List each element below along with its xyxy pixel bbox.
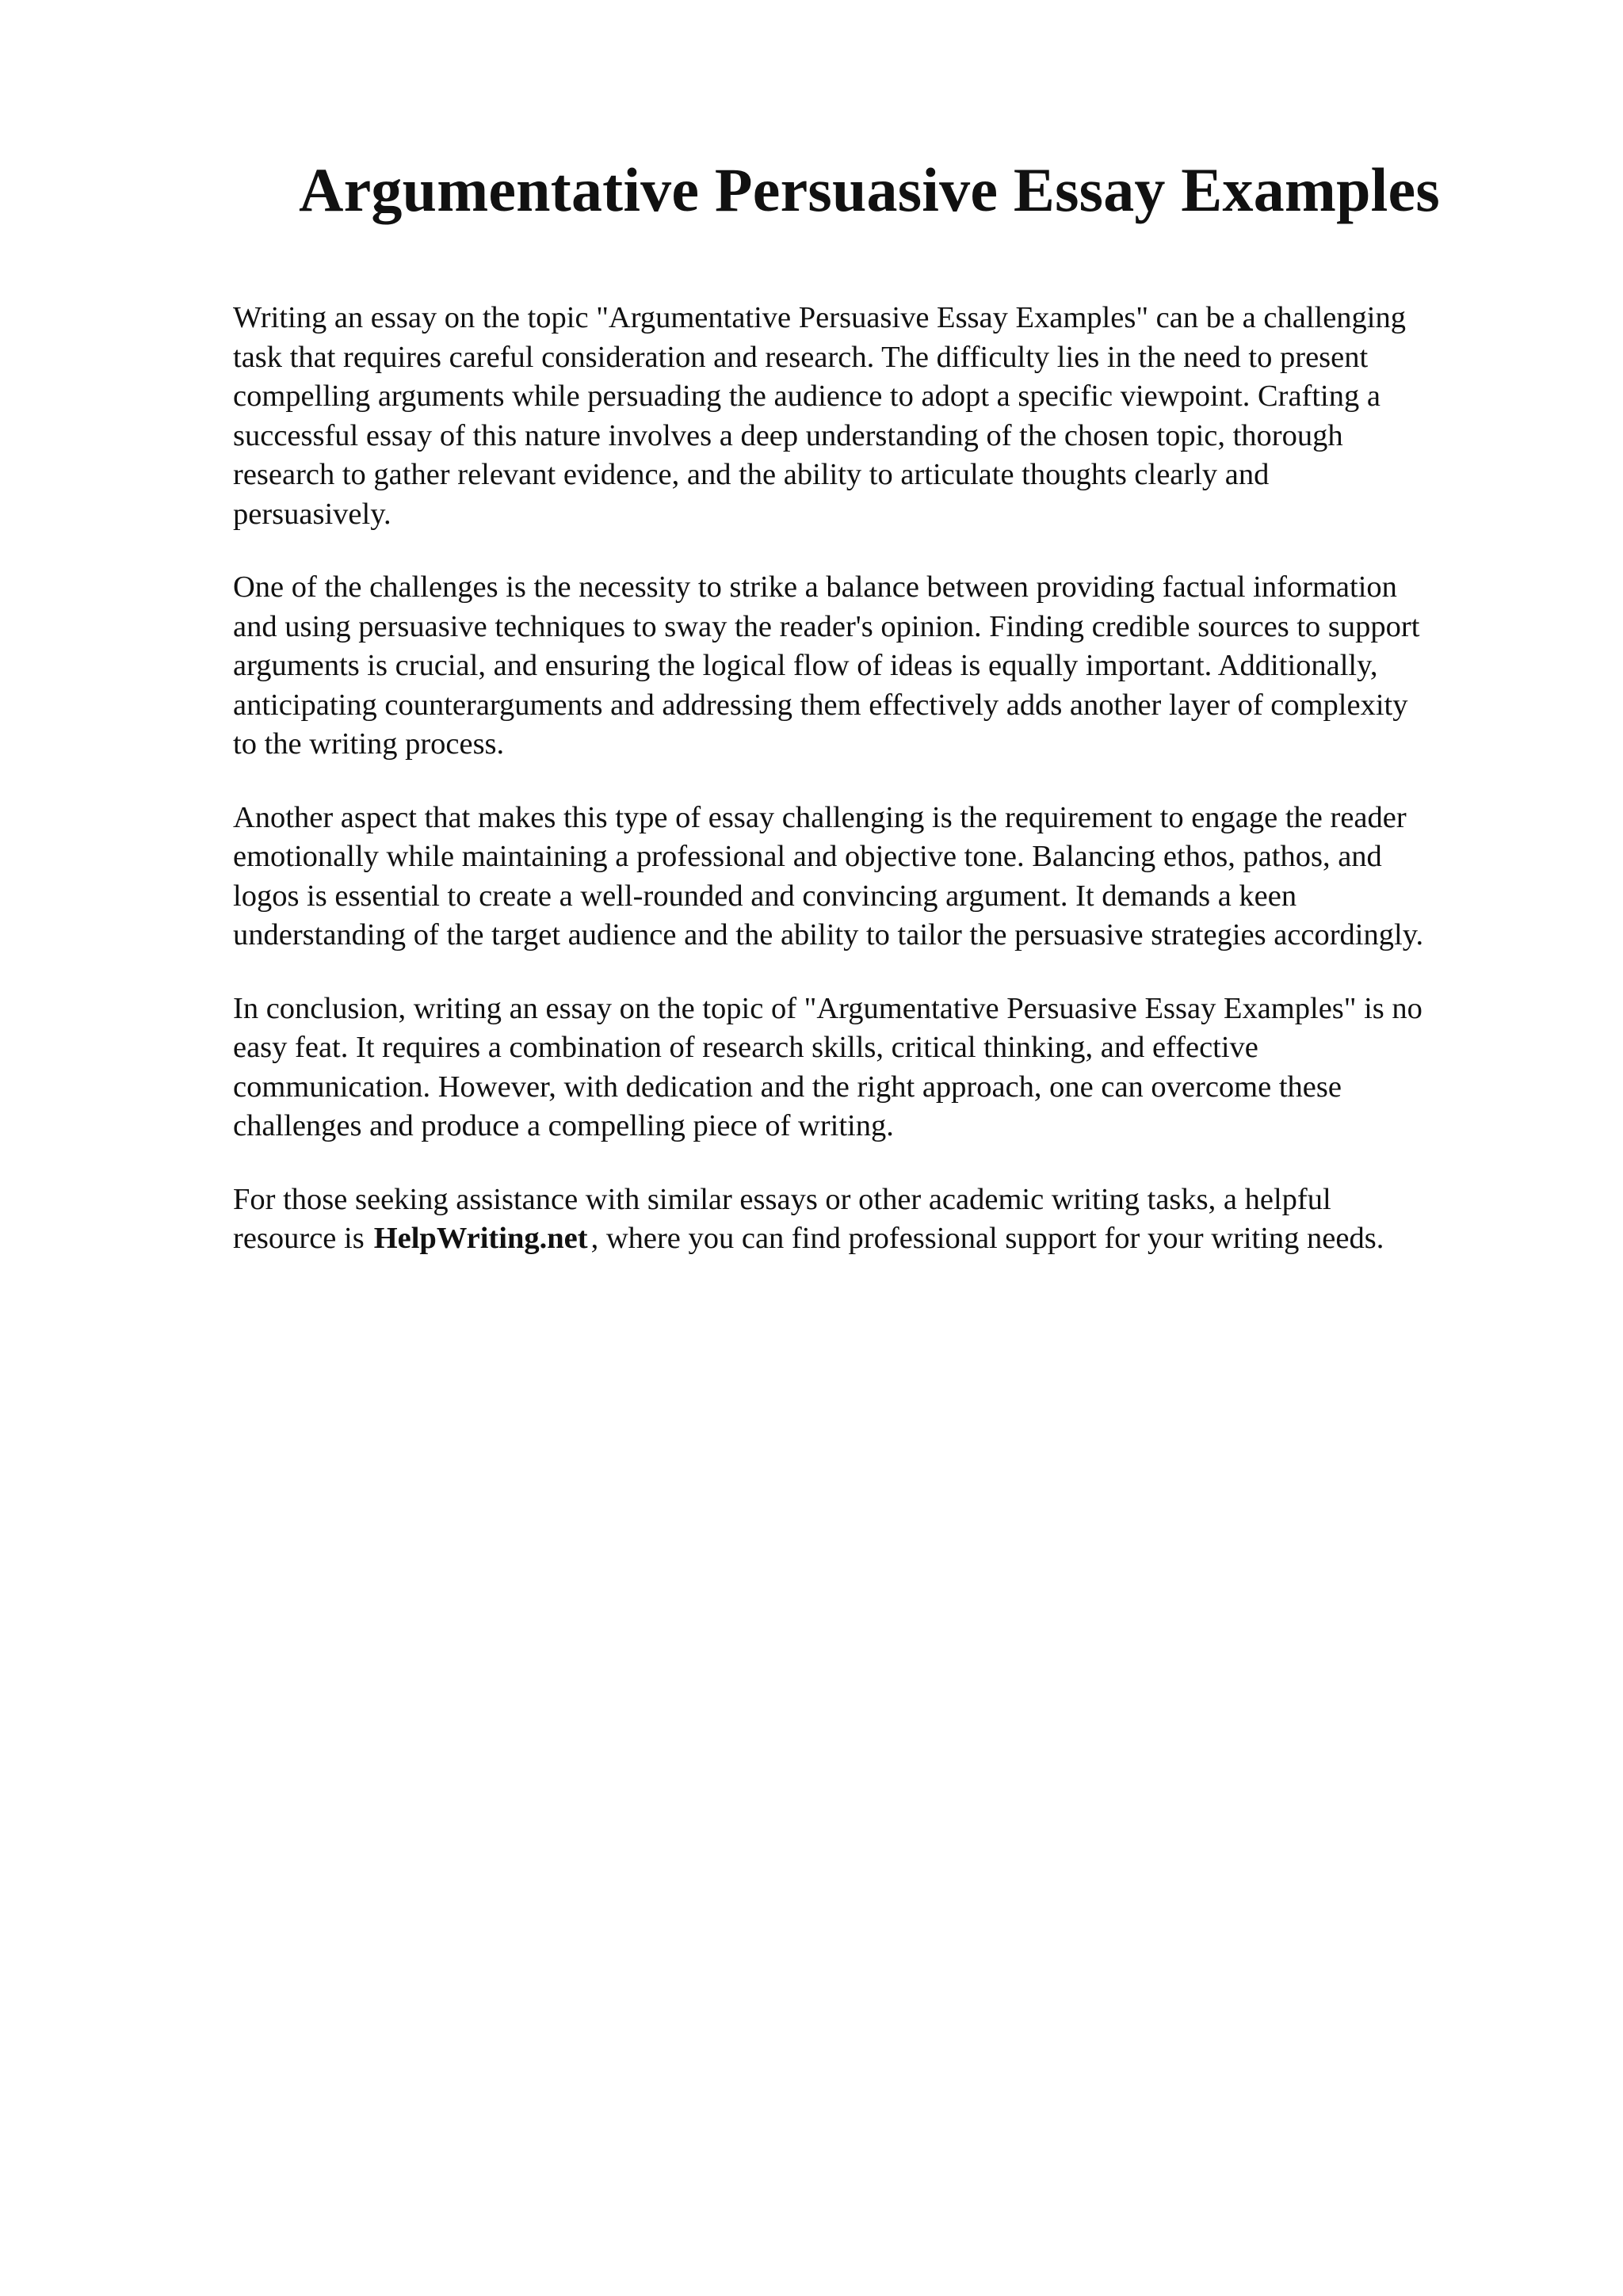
resource-text-after: , where you can find professional support for your writing needs. [590, 1222, 1384, 1255]
document-body [233, 299, 1533, 1293]
paragraph-intro: Writing an essay on the topic "Argumentative Persuasive Essay Examples" can be a challenging task that requires careful consideration and research. The difficulty lies in the need to present compelling arguments while persuading the audience to adopt a specific viewpoint. Crafting a successful essay of this nature involves a deep understanding of the chosen topic, thorough research to gather relevant evidence, and the ability to articulate thoughts clearly and persuasively. [233, 301, 1406, 531]
resource-text-before: For those seeking assistance with similar essays or other academic writing tasks, a helpful resource is [233, 1182, 1331, 1255]
helpwriting-link[interactable]: HelpWriting.net [373, 1222, 588, 1255]
document-title: Argumentative Persuasive Essay Examples [299, 155, 1440, 224]
paragraph-conclusion: In conclusion, writing an essay on the topic of "Argumentative Persuasive Essay Examples" is no easy feat. It requires a combination of research skills, critical thinking, and effective communication. However, with dedication and the right approach, one can overcome these challenges and produce a compelling piece of writing. [233, 991, 1423, 1142]
paragraph-resource [233, 1180, 1533, 1259]
paragraph-challenges: One of the challenges is the necessity to strike a balance between providing factual information and using persuasive techniques to sway the reader's opinion. Finding credible sources to support arguments is crucial, and ensuring the logical flow of ideas is equally important. Additionally, anticipating counterarguments and addressing them effectively adds another layer of complexity to the writing process. [233, 570, 1420, 761]
paragraph-aspect: Another aspect that makes this type of essay challenging is the requirement to engage the reader emotionally while maintaining a professional and objective tone. Balancing ethos, pathos, and logos is essential to create a well-rounded and convincing argument. It demands a keen understanding of the target audience and the ability to tailor the persuasive strategies accordingly. [233, 800, 1424, 952]
